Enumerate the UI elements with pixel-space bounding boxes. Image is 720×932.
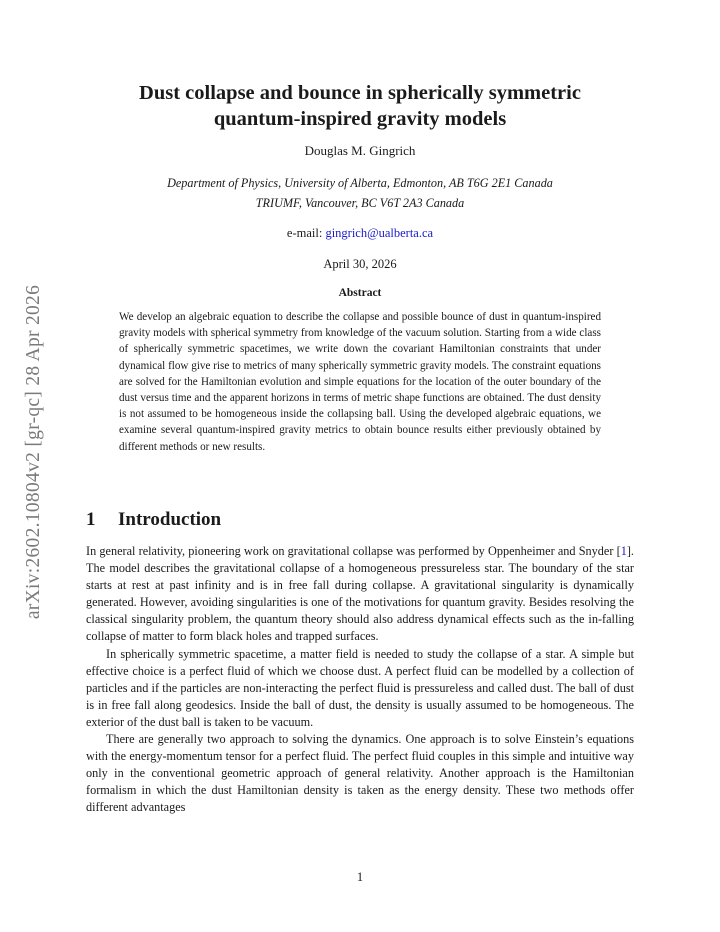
arxiv-stamp: [20, 262, 48, 642]
email-link[interactable]: gingrich@ualberta.ca: [325, 226, 434, 240]
paragraph-1: [86, 543, 634, 646]
abstract-heading: Abstract: [338, 287, 382, 299]
section-number: 1: [86, 509, 96, 530]
paragraph-3: There are generally two approach to solving the dynamics. One approach is to solve Einstein’s equations with the energy-momentum tensor for a perfect fluid. The perfect fluid couples in this simple and intuitive way only in the conventional geometric approach of general relativity. Another approach is the Hamiltonian formalism in which the dust Hamiltonian density is taken as the energy density. These two methods offer different advantages: [86, 732, 634, 815]
email-label: e-mail:: [286, 226, 323, 240]
affiliation-1: Department of Physics, University of Alberta, Edmonton, AB T6G 2E1 Canada: [167, 176, 553, 190]
page-number: 1: [356, 870, 364, 884]
paper-title: [86, 80, 634, 132]
section-heading: [86, 509, 221, 531]
affiliation-2: TRIUMF, Vancouver, BC V6T 2A3 Canada: [255, 196, 465, 210]
paragraph-1-start: In general relativity, pioneering work on gravitational collapse was performed by Oppenheimer and Snyder [: [86, 544, 621, 558]
title-line-1: Dust collapse and bounce in spherically symmetric: [139, 82, 581, 104]
author-name: Douglas M. Gingrich: [304, 143, 416, 158]
body-text: [86, 543, 634, 817]
arxiv-identifier[interactable]: arXiv:2602.10804v2 [gr-qc] 28 Apr 2026: [23, 284, 44, 620]
abstract-text: We develop an algebraic equation to describe the collapse and possible bounce of dust in quantum-inspired gravity models with spherical symmetry from knowledge of the vacuum solution. Starting from a wide class of spherically symmetric spacetimes, we write down the covariant Hamiltonian constraints that under dynamical flow give rise to metrics of many spherically symmetric gravity models. The constraint equations are solved for the Hamiltonian evolution and simple equations for the location of the outer boundary of the dust versus time and the apparent horizons in terms of metric shape functions are obtained. The dust density is not assumed to be homogeneous inside the collapsing ball. Using the developed algebraic equations, we examine several quantum-inspired gravity metrics to obtain bounce results either previously obtained by different methods or new results.: [119, 311, 601, 453]
email-line: [86, 226, 634, 241]
affiliations: [86, 173, 634, 213]
paragraph-1-end: ]. The model describes the gravitational collapse of a homogeneous pressureless star. The boundary of the star starts at rest at past infinity and is in free fall during collapse. A gravitational singularity is dynamically generated. However, avoiding singularities is one of the motivations for quantum gravity. Besides resolving the classical singularity problem, the quantum theory should also address dynamical effects such as the in-falling collapse of matter to form black holes and trapped surfaces.: [86, 544, 634, 644]
paper-date: April 30, 2026: [323, 257, 397, 271]
title-line-2: quantum-inspired gravity models: [213, 108, 507, 130]
paragraph-2: In spherically symmetric spacetime, a matter field is needed to study the collapse of a star. A simple but effective choice is a perfect fluid of which we choose dust. A perfect fluid can be modelled by a collection of particles and if the particles are non-interacting the perfect fluid is pressureless and called dust. The ball of dust is in free fall along geodesics. Inside the ball of dust, the density is usually assumed to be homogeneous. The exterior of the dust ball is taken to be vacuum.: [86, 646, 634, 729]
section-title: Introduction: [118, 509, 222, 530]
citation-link[interactable]: 1: [620, 544, 627, 558]
